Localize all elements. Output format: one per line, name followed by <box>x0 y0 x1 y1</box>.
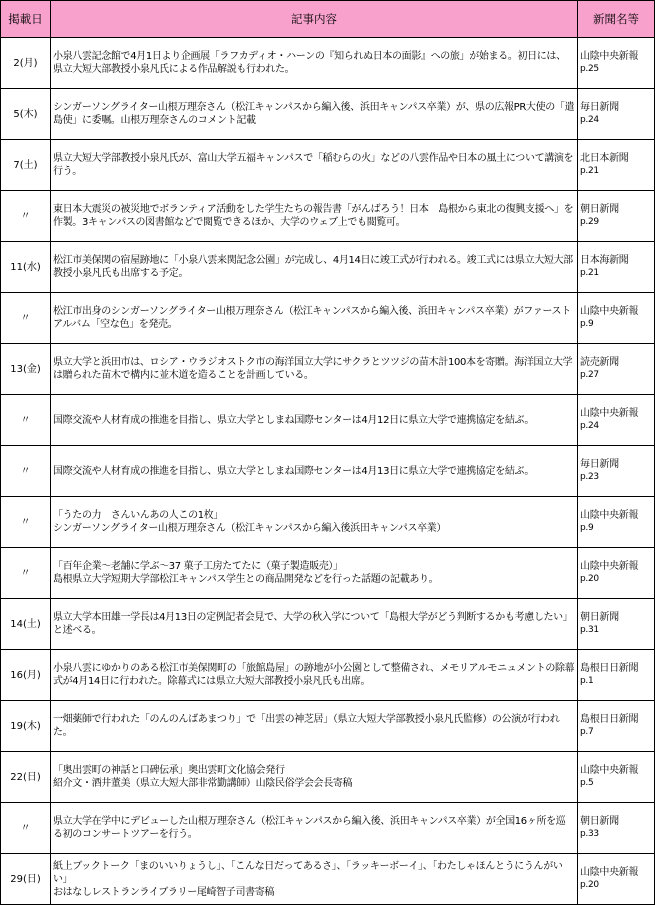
row-paper-name: 日本海新聞 <box>580 255 629 266</box>
row-page: p.25 <box>580 64 599 74</box>
table-row <box>1 701 655 752</box>
row-paper-cell <box>578 89 655 140</box>
row-paper-name: 山陰中央新報 <box>580 51 639 62</box>
row-page: p.20 <box>580 574 599 584</box>
row-date: 13(金) <box>1 344 51 395</box>
row-paper-name: 朝日新聞 <box>580 612 619 623</box>
row-paper-cell <box>578 140 655 191</box>
row-paper-name: 読売新聞 <box>580 357 619 368</box>
row-content: 県立大学と浜田市は、ロシア・ウラジオストク市の海洋国立大学にサクラとツツジの苗木計100本を寄贈。海洋国立大学は贈られた苗木で構内に並木道を造ることを計画している。 <box>51 344 578 395</box>
row-page: p.21 <box>580 268 599 278</box>
row-page: p.21 <box>580 166 599 176</box>
table-row <box>1 293 655 344</box>
row-paper-name: 毎日新聞 <box>580 459 619 470</box>
row-content: 県立大学在学中にデビューした山根万理奈さん（松江キャンパスから編入後、浜田キャンパス卒業）が全国16ヶ所を巡る初のコンサートツアーを行う。 <box>51 803 578 854</box>
row-date: 19(木) <box>1 701 51 752</box>
row-date: 〃 <box>1 191 51 242</box>
row-date: 〃 <box>1 497 51 548</box>
row-content: 小泉八雲記念館で4月1日より企画展「ラフカディオ・ハーンの『知られぬ日本の面影』への旅」が始まる。初日には、県立大短大部教授小泉凡氏による作品解説も行われた。 <box>51 38 578 89</box>
row-content: シンガーソングライター山根万理奈さん（松江キャンパスから編入後、浜田キャンパス卒業）が、県の広報PR大使の「遣島使」に委嘱。山根万理奈さんのコメント記載 <box>51 89 578 140</box>
row-content: 国際交流や人材育成の推進を目指し、県立大学としまね国際センターは4月12日に県立大学で連携協定を結ぶ。 <box>51 395 578 446</box>
table-row <box>1 395 655 446</box>
row-content: 松江市出身のシンガーソングライター山根万理奈さん（松江キャンパスから編入後、浜田キャンパス卒業）がファーストアルバム「空な色」を発売。 <box>51 293 578 344</box>
row-paper-name: 山陰中央新報 <box>580 765 639 776</box>
row-date: 〃 <box>1 446 51 497</box>
row-date: 〃 <box>1 293 51 344</box>
header-paper: 新聞名等 <box>578 1 655 38</box>
row-paper-cell <box>578 446 655 497</box>
row-paper-cell <box>578 752 655 803</box>
row-paper-name: 山陰中央新報 <box>580 510 639 521</box>
row-paper-cell <box>578 854 655 905</box>
table-row <box>1 344 655 395</box>
header-content: 記事内容 <box>51 1 578 38</box>
table-row <box>1 650 655 701</box>
row-content: 小泉八雲にゆかりのある松江市美保関町の「旅館島屋」の跡地が小公園として整備され、メモリアルモニュメントの除幕式が4月14日に行われた。除幕式には県立大短大部教授小泉凡氏も出席。 <box>51 650 578 701</box>
header-row <box>1 1 655 38</box>
row-paper-cell <box>578 548 655 599</box>
row-date: 29(日) <box>1 854 51 905</box>
row-paper-cell <box>578 701 655 752</box>
row-date: 〃 <box>1 395 51 446</box>
row-date: 7(土) <box>1 140 51 191</box>
row-paper-name: 山陰中央新報 <box>580 867 639 878</box>
row-paper-cell <box>578 599 655 650</box>
row-content: 松江市美保関の宿屋跡地に「小泉八雲来関記念公園」が完成し、4月14日に竣工式が行われる。竣工式には県立大短大部教授小泉凡氏も出席する予定。 <box>51 242 578 293</box>
row-page: p.31 <box>580 625 599 635</box>
table-row <box>1 548 655 599</box>
row-paper-name: 山陰中央新報 <box>580 408 639 419</box>
row-content: 「百年企業～老舗に学ぶ～37 菓子工房たてたに（菓子製造販売）」 島根県立大学短期大学部松江キャンパス学生との商品開発などを行った話題の記載あり。 <box>51 548 578 599</box>
row-paper-cell <box>578 344 655 395</box>
row-page: p.29 <box>580 217 599 227</box>
row-paper-cell <box>578 191 655 242</box>
row-page: p.23 <box>580 472 599 482</box>
row-page: p.24 <box>580 421 599 431</box>
row-date: 16(月) <box>1 650 51 701</box>
row-paper-cell <box>578 38 655 89</box>
table-row <box>1 89 655 140</box>
row-content: 一畑薬師で行われた「のんのんばあまつり」で「出雲の神芝居」（県立大短大学部教授小泉凡氏監修）の公演が行われた。 <box>51 701 578 752</box>
row-paper-cell <box>578 650 655 701</box>
row-page: p.7 <box>580 727 594 737</box>
table-row <box>1 803 655 854</box>
table-row <box>1 242 655 293</box>
row-paper-name: 島根日日新聞 <box>580 663 639 674</box>
row-page: p.9 <box>580 319 594 329</box>
table-row <box>1 497 655 548</box>
row-paper-cell <box>578 293 655 344</box>
row-paper-name: 毎日新聞 <box>580 102 619 113</box>
row-content: 国際交流や人材育成の推進を目指し、県立大学としまね国際センターは4月13日に県立大学で連携協定を結ぶ。 <box>51 446 578 497</box>
row-content: 「奥出雲町の神話と口碑伝承」奥出雲町文化協会発行 紹介文・酒井董美（県立大短大部非常勤講師）山陰民俗学会会長寄稿 <box>51 752 578 803</box>
header-date: 掲載日 <box>1 1 51 38</box>
row-paper-name: 北日本新聞 <box>580 153 629 164</box>
row-page: p.5 <box>580 778 594 788</box>
row-paper-name: 朝日新聞 <box>580 204 619 215</box>
row-paper-name: 島根日日新聞 <box>580 714 639 725</box>
row-paper-name: 山陰中央新報 <box>580 561 639 572</box>
row-content: 「うたの力 さんいんあの人この1枚」 シンガーソングライター山根万理奈さん（松江キャンパスから編入後浜田キャンパス卒業） <box>51 497 578 548</box>
row-content: 県立大学本田雄一学長は4月13日の定例記者会見で、大学の秋入学について「島根大学がどう判断するかも考慮したい」と述べる。 <box>51 599 578 650</box>
table-row <box>1 599 655 650</box>
row-date: 〃 <box>1 548 51 599</box>
row-paper-cell <box>578 803 655 854</box>
row-content: 東日本大震災の被災地でボランティア活動をした学生たちの報告書「がんばろう！日本 島根から東北の復興支援へ」を作製。3キャンパスの図書館などで閲覧できるほか、大学のウェブ上でも閲覧可。 <box>51 191 578 242</box>
row-page: p.1 <box>580 676 594 686</box>
table-row <box>1 191 655 242</box>
row-page: p.27 <box>580 370 599 380</box>
row-date: 〃 <box>1 803 51 854</box>
row-paper-cell <box>578 242 655 293</box>
table-row <box>1 854 655 905</box>
table-row <box>1 752 655 803</box>
row-date: 5(木) <box>1 89 51 140</box>
row-date: 14(土) <box>1 599 51 650</box>
row-page: p.20 <box>580 880 599 890</box>
row-date: 2(月) <box>1 38 51 89</box>
row-date: 11(水) <box>1 242 51 293</box>
table-row <box>1 38 655 89</box>
row-page: p.24 <box>580 115 599 125</box>
table-row <box>1 140 655 191</box>
row-paper-name: 朝日新聞 <box>580 816 619 827</box>
row-page: p.9 <box>580 523 594 533</box>
row-content: 県立大短大学部教授小泉凡氏が、富山大学五福キャンパスで「稲むらの火」などの八雲作品や日本の風土について講演を行う。 <box>51 140 578 191</box>
row-content: 紙上ブックトーク「まのいいりょうし」、「こんな日だってあるさ」、「ラッキーボーイ」、「わたしゃほんとうにうんがいい」 おはなしレストランライブラリー尾崎智子司書寄稿 <box>51 854 578 905</box>
row-paper-cell <box>578 497 655 548</box>
row-page: p.33 <box>580 829 599 839</box>
table-row <box>1 446 655 497</box>
row-paper-cell <box>578 395 655 446</box>
row-paper-name: 山陰中央新報 <box>580 306 639 317</box>
row-date: 22(日) <box>1 752 51 803</box>
